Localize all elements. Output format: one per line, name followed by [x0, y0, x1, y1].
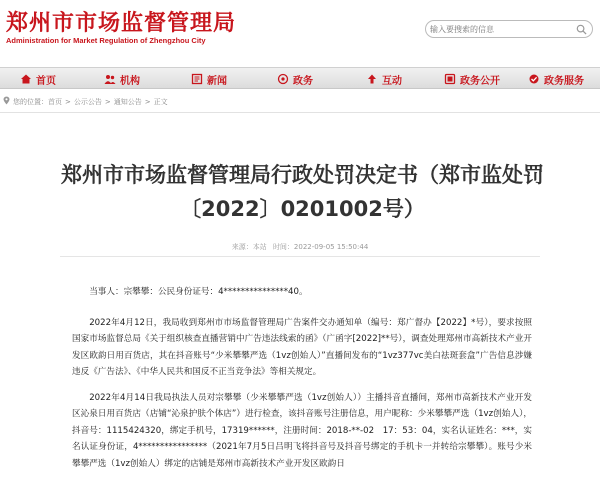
nav-item-label: 政务服务 — [544, 75, 584, 87]
search-input[interactable] — [430, 22, 570, 36]
breadcrumb-notice-board[interactable]: 公示公告 — [73, 98, 102, 106]
breadcrumb-separator: > — [65, 98, 71, 106]
article-time: 时间：2022-09-05 15:50:44 — [272, 243, 369, 251]
breadcrumb — [0, 96, 600, 110]
nav-item-gov[interactable] — [277, 68, 313, 90]
breadcrumb-home[interactable]: 首页 — [48, 98, 62, 106]
news-icon — [191, 73, 203, 85]
nav-item-label: 机构 — [120, 75, 140, 87]
breadcrumb-prefix: 您的位置： — [13, 98, 48, 106]
nav-item-label: 政务公开 — [460, 75, 500, 87]
main-nav — [0, 67, 600, 89]
nav-item-open[interactable] — [444, 68, 500, 90]
gov-icon — [277, 73, 289, 85]
service-icon — [528, 73, 540, 85]
nav-item-service[interactable] — [528, 68, 584, 90]
search-icon[interactable] — [576, 24, 587, 35]
interact-icon — [366, 73, 378, 85]
org-icon — [104, 73, 116, 85]
site-header — [0, 0, 600, 60]
nav-item-label: 新闻 — [207, 75, 227, 87]
article-paragraph: 2022年4月14日我局执法人员对宗攀攀（少米攀攀严选（1vz创始人））主播抖音直播间，郑州市高新技术产业开发区沁泉日用百货店（店铺“沁泉护肤个体店”）进行检查，该抖音账号注册信息，用户昵称：少米攀攀严选（1vz创始人），抖音号：1115424320，绑定手机号，17319******，注册时间：2018-**-02 17：53：04，实名认证姓名：***，实名认证身份证，4****************（2021年7月5日吕明飞将抖音号及抖音号绑定的手机卡一并转给宗攀攀）。账号少米攀攀严选（1vz创始人）绑定的店铺是郑州市高新技术产业开发区欧韵日 — [72, 392, 532, 469]
nav-item-label: 互动 — [382, 75, 402, 87]
breadcrumb-separator: > — [144, 98, 151, 106]
article-source: 来源：本站 — [231, 243, 267, 251]
home-icon — [20, 73, 32, 85]
article-paragraph: 当事人：宗攀攀：公民身份证号：4***************40。 — [89, 287, 308, 297]
article-meta — [0, 242, 600, 252]
nav-item-org[interactable] — [104, 68, 140, 90]
breadcrumb-notices[interactable]: 通知公告 — [113, 98, 142, 106]
article-paragraph: 2022年4月12日，我局收到郑州市市场监督管理局广告案件交办通知单（编号：郑广督办【2022】*号），要求按照国家市场监督总局《关于组织核查直播营销中广告违法线索的函》（广函字[2022]**号），调查处理郑州市高新技术产业开发区欧韵日用百货店，其在抖音账号“少米攀攀严选（1vz创始人）”直播间发布的“1vz377vc美白祛斑套盒”广告信息涉嫌违反《广告法》、《中华人民共和国反不正当竞争法》等相关规定。 — [72, 317, 532, 377]
nav-item-label: 政务 — [293, 75, 313, 87]
breadcrumb-current: 正文 — [153, 98, 168, 106]
search-box — [425, 20, 593, 38]
breadcrumb-separator: > — [104, 98, 111, 106]
nav-item-label: 首页 — [36, 75, 56, 87]
nav-item-news[interactable] — [191, 68, 227, 90]
article-body — [72, 284, 532, 479]
open-icon — [444, 73, 456, 85]
breadcrumb-divider — [0, 112, 600, 113]
site-logo-title[interactable]: 郑州市市场监督管理局 — [6, 10, 237, 36]
location-pin-icon — [3, 96, 10, 105]
nav-item-interact[interactable] — [366, 68, 402, 90]
article-title: 郑州市市场监督管理局行政处罚决定书（郑市监处罚〔2022〕0201002号） — [61, 163, 544, 221]
nav-item-home[interactable] — [20, 68, 56, 90]
meta-divider — [60, 256, 540, 257]
site-logo-subtitle: Administration for Market Regulation of Zhengzhou City — [6, 36, 206, 45]
